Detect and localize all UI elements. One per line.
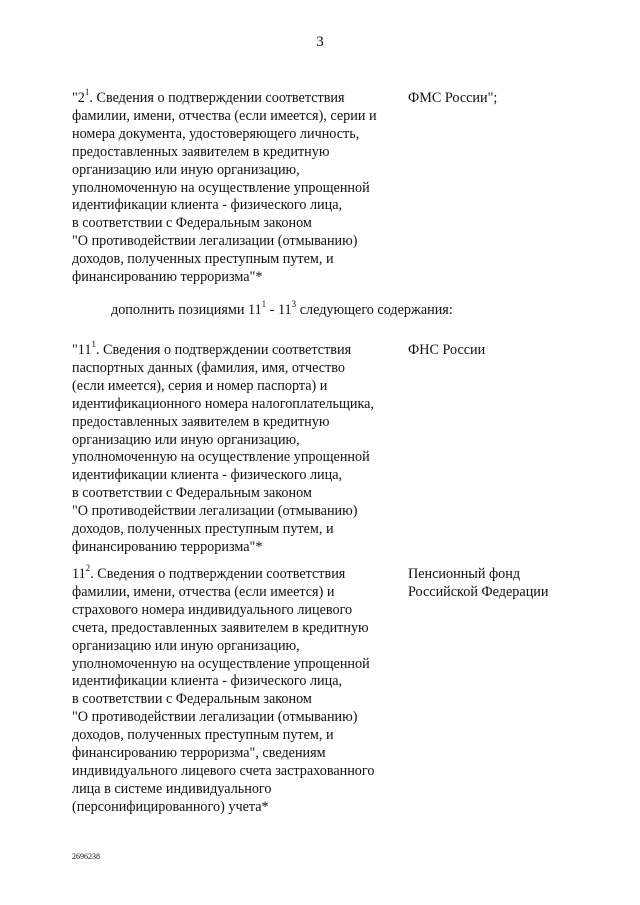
entry-2-1-body: . Сведения о подтверждении соответствия фамилии, имени, отчества (если имеется), серии и номера документа, удостоверяющего личность, предоставленных заявителем в кредитную организацию или иную организацию, уполномоченную на осуществление упрощенной идентификации клиента - физического лица, в соответствии с Федеральным законом "О противодействии легализации (отмыванию) доходов, полученных преступным путем, и финансированию терроризма"* <box>72 90 377 286</box>
entry-11-1-agency: ФНС России <box>408 342 486 358</box>
entry-11-2-prefix: 11 <box>72 566 86 582</box>
entry-11-2-agency: Пенсионный фонд Российской Федерации <box>408 566 549 600</box>
supplement-text-end: следующего содержания: <box>296 302 453 318</box>
entry-2-1-sup: 1 <box>84 87 90 98</box>
entry-11-2-text <box>72 563 402 817</box>
supplement-instruction <box>111 299 453 320</box>
entry-11-1-body: . Сведения о подтверждении соответствия паспортных данных (фамилия, имя, отчество (если имеется), серия и номер паспорта) и идентификационного номера налогоплательщика, предоставленных заявителем в кредитную организацию или иную организацию, уполномоченную на осуществление упрощенной идентификации клиента - физического лица, в соответствии с Федеральным законом "О противодействии легализации (отмыванию) доходов, полученных преступным путем, и финансированию терроризма"* <box>72 342 374 555</box>
entry-2-1-text <box>72 87 402 287</box>
supplement-text-start: дополнить позициями 11 <box>111 302 262 318</box>
entry-2-1-agency: ФМС России"; <box>408 90 498 106</box>
document-code: 2696238 <box>72 852 100 861</box>
supplement-sup-b: 3 <box>291 299 297 310</box>
entry-11-1-text <box>72 339 402 557</box>
entry-11-1-prefix: "11 <box>72 342 92 358</box>
page-number: 3 <box>316 34 324 50</box>
entry-11-2-sup: 2 <box>85 563 91 574</box>
entry-11-1-sup: 1 <box>91 339 96 350</box>
supplement-dash: - 11 <box>266 302 292 318</box>
supplement-sup-a: 1 <box>261 299 267 310</box>
entry-11-2-body: . Сведения о подтверждении соответствия фамилии, имени, отчества (если имеется) и страхового номера индивидуального лицевого счета, предоставленных заявителем в кредитную организацию или иную организацию, уполномоченную на осуществление упрощенной идентификации клиента - физического лица, в соответствии с Федеральным законом "О противодействии легализации (отмыванию) доходов, полученных преступным путем, и финансированию терроризма", сведениям индивидуального лицевого счета застрахованного лица в системе индивидуального (персонифицированного) учета* <box>72 566 375 815</box>
entry-2-1-prefix: "2 <box>72 90 85 106</box>
